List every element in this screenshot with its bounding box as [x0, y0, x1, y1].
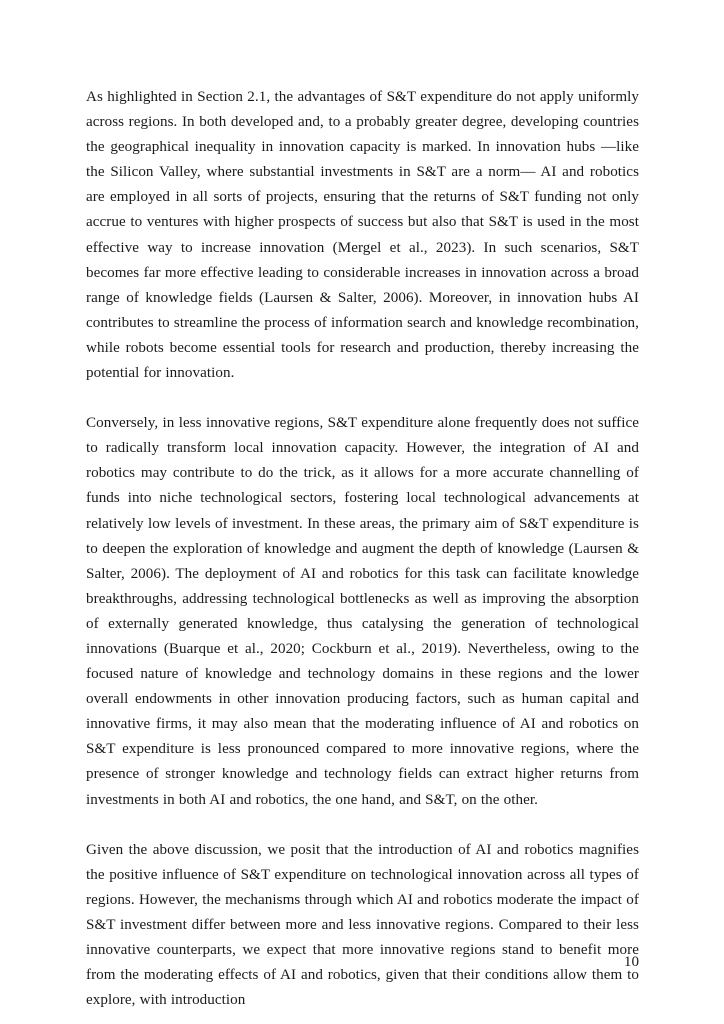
- body-text-column: [86, 85, 639, 1013]
- page-number: 10: [623, 954, 639, 970]
- body-paragraph-2: Conversely, in less innovative regions, S&T expenditure alone frequently does not suffice to radically transform local innovation capacity. However, the integration of AI and robotics may contribute to do the trick, as it allows for a more accurate channelling of funds into niche technological sectors, fostering local technological advancements at relatively low levels of investment. In these areas, the primary aim of S&T expenditure is to deepen the exploration of knowledge and augment the depth of knowledge (Laursen & Salter, 2006). The deployment of AI and robotics for this task can facilitate knowledge breakthroughs, addressing technological bottlenecks as well as improving the absorption of externally generated knowledge, thus catalysing the generation of technological innovations (Buarque et al., 2020; Cockburn et al., 2019). Nevertheless, owing to the focused nature of knowledge and technology domains in these regions and the lower overall endowments in other innovation producing factors, such as human capital and innovative firms, it may also mean that the moderating influence of AI and robotics on S&T expenditure is less pronounced compared to more innovative regions, where the presence of stronger knowledge and technology fields can extract higher returns from investments in both AI and robotics, the one hand, and S&T, on the other.: [86, 415, 639, 808]
- body-paragraph-3: Given the above discussion, we posit that the introduction of AI and robotics magnifies the positive influence of S&T expenditure on technological innovation across all types of regions. However, the mechanisms through which AI and robotics moderate the impact of S&T investment differ between more and less innovative regions. Compared to their less innovative counterparts, we expect that more innovative regions stand to benefit more from the moderating effects of AI and robotics, given that their conditions allow them to explore, with introduction: [86, 841, 639, 1009]
- body-paragraph-1: As highlighted in Section 2.1, the advantages of S&T expenditure do not apply uniformly across regions. In both developed and, to a probably greater degree, developing countries the geographical inequality in innovation capacity is marked. In innovation hubs —like the Silicon Valley, where substantial investments in S&T are a norm— AI and robotics are employed in all sorts of projects, ensuring that the returns of S&T funding not only accrue to ventures with higher prospects of success but also that S&T is used in the most effective way to increase innovation (Mergel et al., 2023). In such scenarios, S&T becomes far more effective leading to considerable increases in innovation across a broad range of knowledge fields (Laursen & Salter, 2006). Moreover, in innovation hubs AI contributes to streamline the process of information search and knowledge recombination, while robots become essential tools for research and production, thereby increasing the potential for innovation.: [86, 89, 639, 382]
